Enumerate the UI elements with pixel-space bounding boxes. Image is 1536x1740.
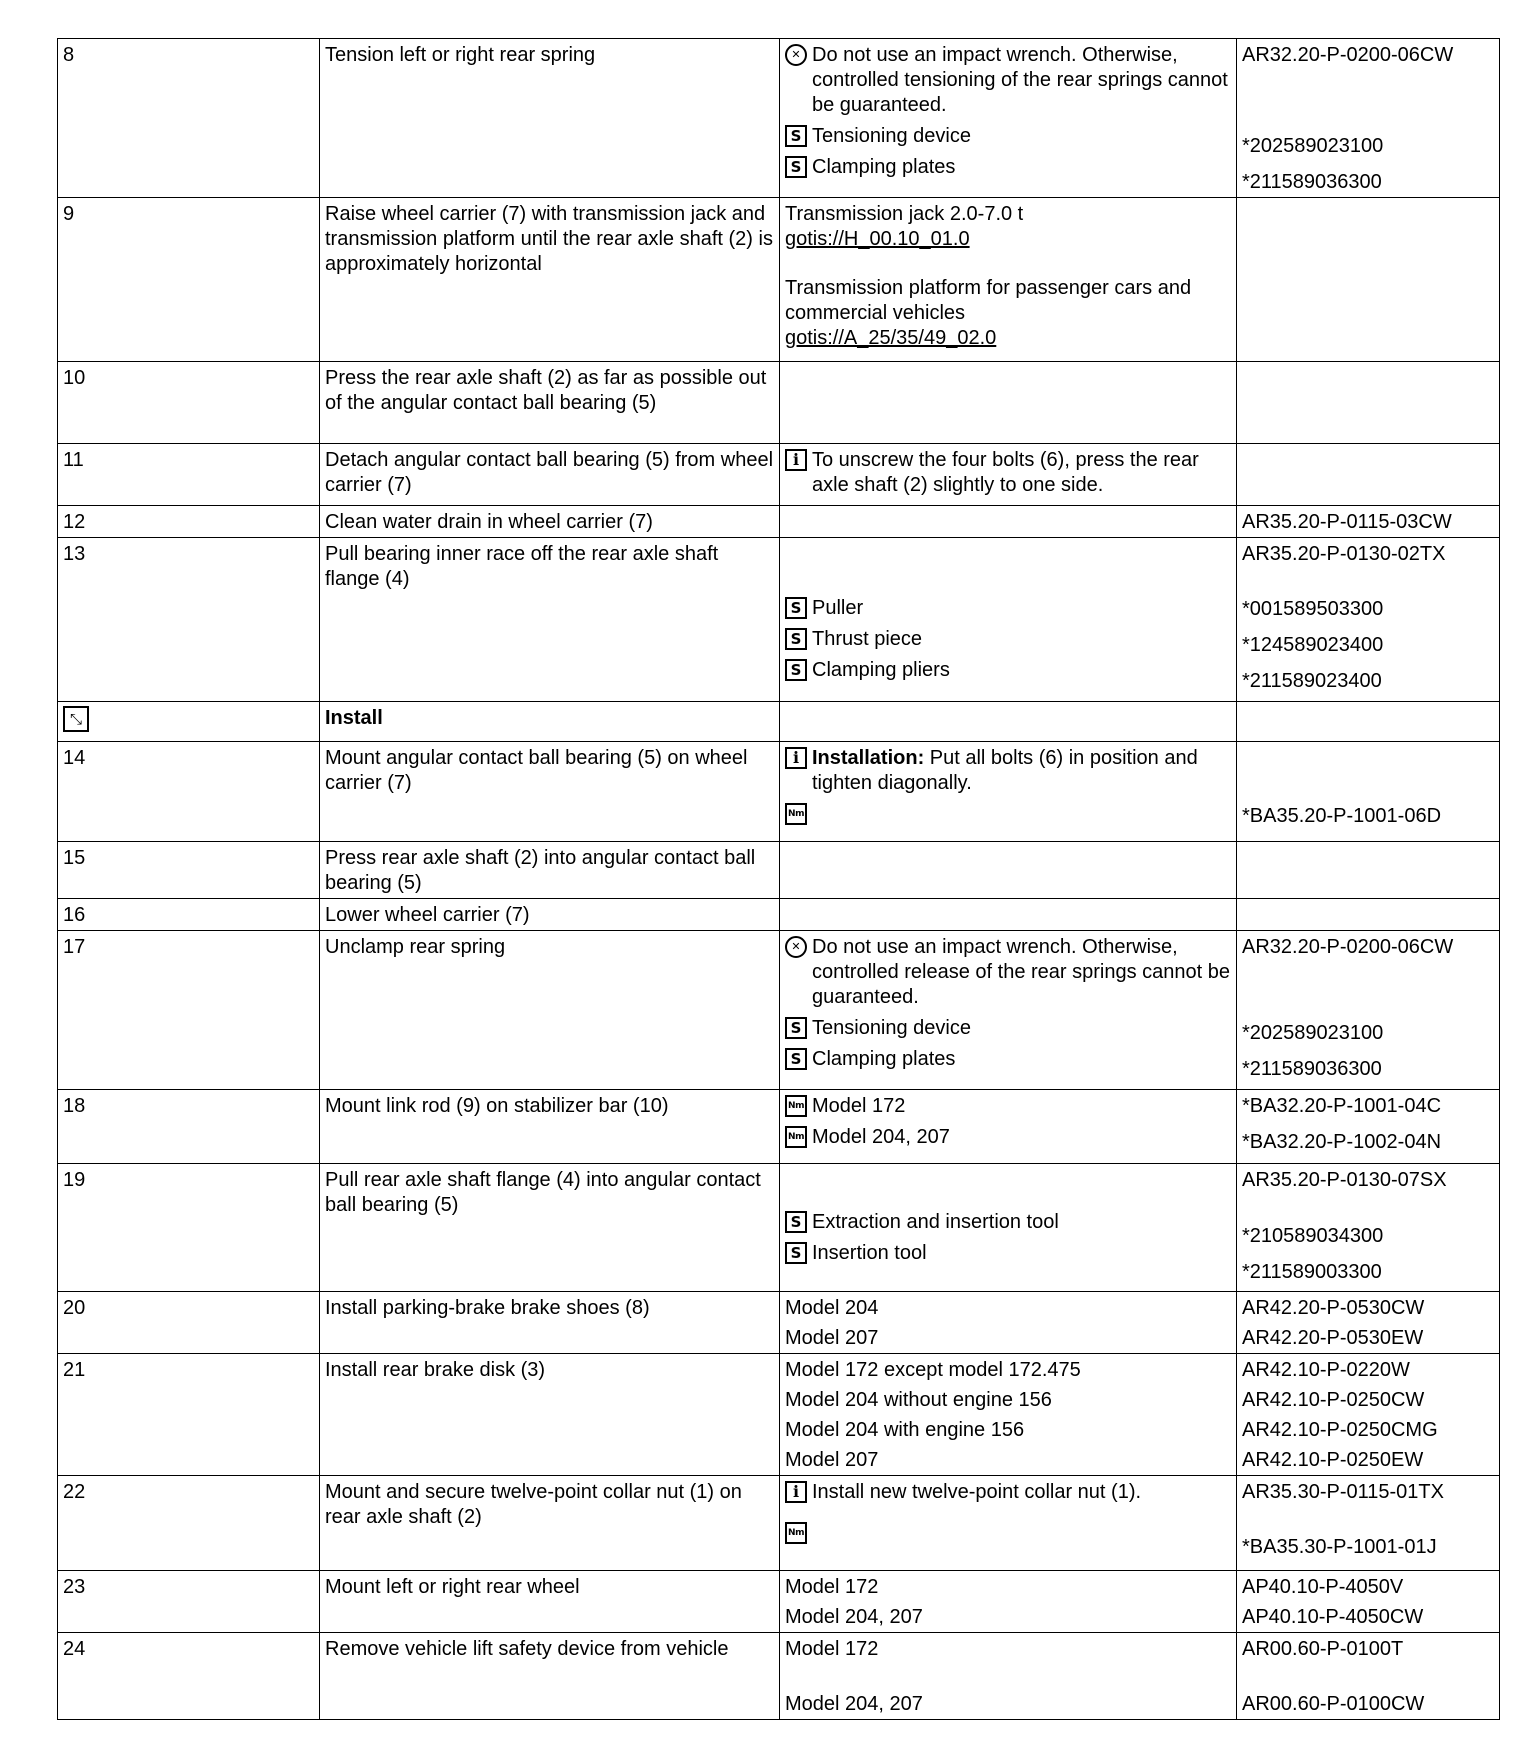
table-row	[58, 1292, 1500, 1354]
step-refs: AR35.20-P-0130-02TX *001589503300 *124589023400 *211589023400	[1237, 538, 1500, 702]
step-refs: AR32.20-P-0200-06CW *202589023100 *211589036300	[1237, 39, 1500, 198]
gotis-link[interactable]: gotis://H_00.10_01.0	[785, 228, 970, 250]
step-action: Unclamp rear spring	[320, 931, 780, 1090]
step-number: 22	[58, 1476, 320, 1571]
step-action: Mount link rod (9) on stabilizer bar (10)	[320, 1090, 780, 1164]
step-refs: AR42.20-P-0530CW AR42.20-P-0530EW	[1237, 1292, 1500, 1354]
step-number: 8	[58, 39, 320, 198]
table-row	[58, 1164, 1500, 1292]
step-number: 12	[58, 506, 320, 538]
section-title: Install	[320, 702, 780, 742]
table-row	[58, 899, 1500, 931]
table-row	[58, 538, 1500, 702]
step-action: Pull bearing inner race off the rear axle shaft flange (4)	[320, 538, 780, 702]
step-notes: S Puller S Thrust piece S Clamping pliers	[780, 538, 1237, 702]
step-number: 10	[58, 362, 320, 444]
install-icon: ⤡	[63, 706, 89, 732]
special-tool-icon: S	[785, 156, 807, 178]
no-impact-wrench-icon: ✕	[785, 44, 807, 66]
step-action: Pull rear axle shaft flange (4) into angular contact ball bearing (5)	[320, 1164, 780, 1292]
step-refs: AR35.20-P-0115-03CW	[1237, 506, 1500, 538]
step-action: Mount angular contact ball bearing (5) on wheel carrier (7)	[320, 742, 780, 842]
step-notes	[780, 506, 1237, 538]
table-row	[58, 39, 1500, 198]
step-notes: S Extraction and insertion tool S Insertion tool	[780, 1164, 1237, 1292]
info-icon: i	[785, 449, 807, 471]
procedure-table	[57, 38, 1500, 1720]
step-action: Install parking-brake brake shoes (8)	[320, 1292, 780, 1354]
step-number: 11	[58, 444, 320, 506]
step-refs: AR42.10-P-0220W AR42.10-P-0250CW AR42.10-P-0250CMG AR42.10-P-0250EW	[1237, 1354, 1500, 1476]
step-action: Lower wheel carrier (7)	[320, 899, 780, 931]
table-row	[58, 362, 1500, 444]
step-refs: AR00.60-P-0100T AR00.60-P-0100CW	[1237, 1633, 1500, 1720]
step-number: 14	[58, 742, 320, 842]
table-row	[58, 198, 1500, 362]
step-notes: Model 172 Model 204, 207	[780, 1571, 1237, 1633]
table-row	[58, 1571, 1500, 1633]
step-refs	[1237, 362, 1500, 444]
step-number: 17	[58, 931, 320, 1090]
table-row	[58, 931, 1500, 1090]
step-action: Mount and secure twelve-point collar nut (1) on rear axle shaft (2)	[320, 1476, 780, 1571]
step-action: Mount left or right rear wheel	[320, 1571, 780, 1633]
step-number: 16	[58, 899, 320, 931]
step-notes: i Install new twelve-point collar nut (1). Nm	[780, 1476, 1237, 1571]
step-notes: ✕ Do not use an impact wrench. Otherwise, controlled release of the rear springs cannot be guaranteed. S Tensioning device S Clamping plates	[780, 931, 1237, 1090]
torque-icon: Nm	[785, 1126, 807, 1148]
step-number: 21	[58, 1354, 320, 1476]
special-tool-icon: S	[785, 125, 807, 147]
step-action: Clean water drain in wheel carrier (7)	[320, 506, 780, 538]
step-number: 20	[58, 1292, 320, 1354]
no-impact-wrench-icon: ✕	[785, 936, 807, 958]
step-refs: AP40.10-P-4050V AP40.10-P-4050CW	[1237, 1571, 1500, 1633]
step-number: 23	[58, 1571, 320, 1633]
step-notes: Model 172 Model 204, 207	[780, 1633, 1237, 1720]
step-number: 18	[58, 1090, 320, 1164]
step-notes	[780, 362, 1237, 444]
table-row	[58, 444, 1500, 506]
table-row	[58, 1090, 1500, 1164]
table-row	[58, 1354, 1500, 1476]
step-number: 9	[58, 198, 320, 362]
special-tool-icon: S	[785, 1242, 807, 1264]
special-tool-icon: S	[785, 597, 807, 619]
table-row	[58, 742, 1500, 842]
special-tool-icon: S	[785, 628, 807, 650]
step-action: Press the rear axle shaft (2) as far as possible out of the angular contact ball bearing (5)	[320, 362, 780, 444]
step-notes: i Installation: Put all bolts (6) in position and tighten diagonally. Nm	[780, 742, 1237, 842]
info-icon: i	[785, 1481, 807, 1503]
step-number: 15	[58, 842, 320, 899]
special-tool-icon: S	[785, 659, 807, 681]
step-refs	[1237, 444, 1500, 506]
info-icon: i	[785, 747, 807, 769]
step-action: Remove vehicle lift safety device from vehicle	[320, 1633, 780, 1720]
torque-icon: Nm	[785, 803, 807, 825]
step-notes: ✕ Do not use an impact wrench. Otherwise, controlled tensioning of the rear springs cannot be guaranteed. S Tensioning device S Clamping plates	[780, 39, 1237, 198]
step-action: Install rear brake disk (3)	[320, 1354, 780, 1476]
step-number: 24	[58, 1633, 320, 1720]
step-notes: Model 204 Model 207	[780, 1292, 1237, 1354]
step-notes: Model 172 except model 172.475 Model 204 without engine 156 Model 204 with engine 156 Model 207	[780, 1354, 1237, 1476]
step-refs: AR35.20-P-0130-07SX *210589034300 *211589003300	[1237, 1164, 1500, 1292]
step-number: 13	[58, 538, 320, 702]
step-refs	[1237, 198, 1500, 362]
special-tool-icon: S	[785, 1017, 807, 1039]
step-action: Detach angular contact ball bearing (5) from wheel carrier (7)	[320, 444, 780, 506]
torque-icon: Nm	[785, 1095, 807, 1117]
special-tool-icon: S	[785, 1211, 807, 1233]
table-row	[58, 842, 1500, 899]
step-notes: Nm Model 172 Nm Model 204, 207	[780, 1090, 1237, 1164]
step-action: Raise wheel carrier (7) with transmission jack and transmission platform until the rear axle shaft (2) is approximately horizontal	[320, 198, 780, 362]
install-section-icon-cell	[58, 702, 320, 742]
step-action: Press rear axle shaft (2) into angular contact ball bearing (5)	[320, 842, 780, 899]
section-row	[58, 702, 1500, 742]
step-refs: *BA32.20-P-1001-04C *BA32.20-P-1002-04N	[1237, 1090, 1500, 1164]
step-action: Tension left or right rear spring	[320, 39, 780, 198]
table-row	[58, 1633, 1500, 1720]
torque-icon: Nm	[785, 1522, 807, 1544]
gotis-link[interactable]: gotis://A_25/35/49_02.0	[785, 327, 997, 349]
step-notes: Transmission jack 2.0-7.0 t gotis://H_00.10_01.0 Transmission platform for passenger cars and commercial vehicles gotis://A_25/35/49_02.0	[780, 198, 1237, 362]
step-refs: AR35.30-P-0115-01TX *BA35.30-P-1001-01J	[1237, 1476, 1500, 1571]
step-refs: AR32.20-P-0200-06CW *202589023100 *211589036300	[1237, 931, 1500, 1090]
step-notes: i To unscrew the four bolts (6), press the rear axle shaft (2) slightly to one side.	[780, 444, 1237, 506]
step-number: 19	[58, 1164, 320, 1292]
table-row	[58, 506, 1500, 538]
special-tool-icon: S	[785, 1048, 807, 1070]
table-row	[58, 1476, 1500, 1571]
step-refs: *BA35.20-P-1001-06D	[1237, 742, 1500, 842]
